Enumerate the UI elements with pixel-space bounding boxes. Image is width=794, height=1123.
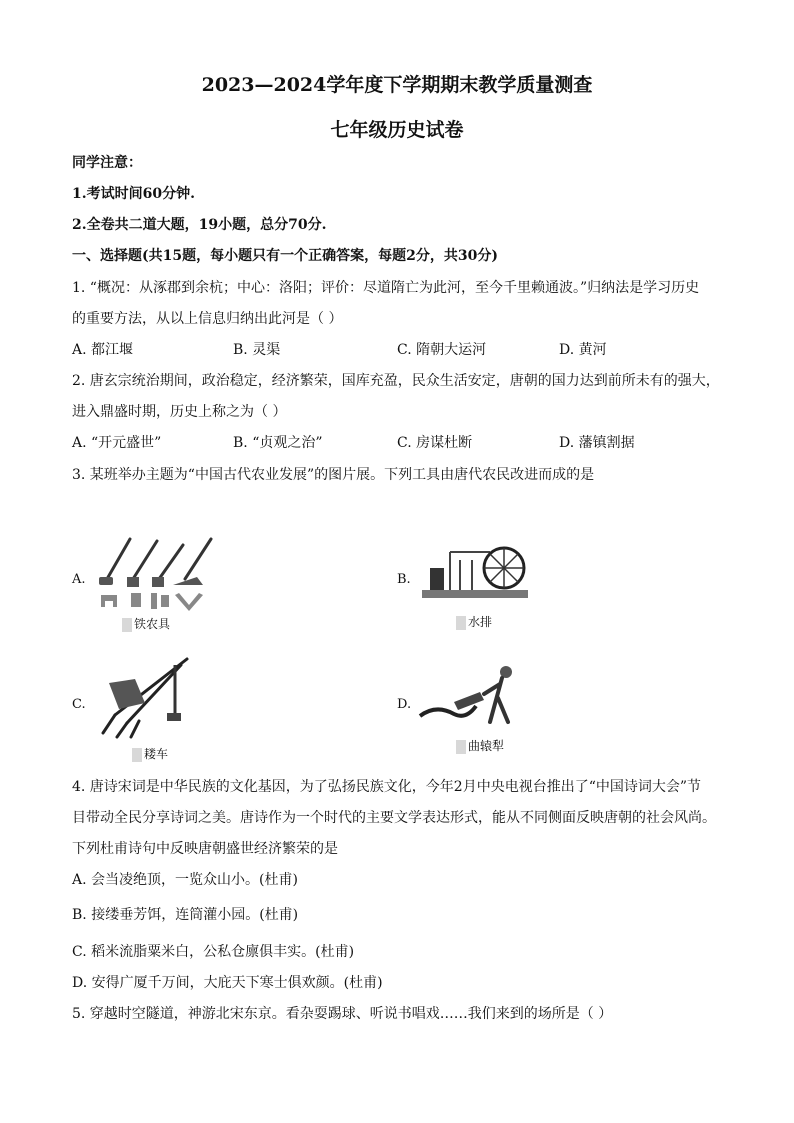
iron-tools-icon	[95, 535, 220, 615]
question-4-option-b[interactable]: B. 接缕垂芳饵，连筒灌小园。(杜甫)	[72, 907, 299, 923]
caption-text: 耧车	[144, 747, 169, 761]
question-2-option-c[interactable]: C. 房谋杜断	[397, 435, 473, 451]
question-3-option-d[interactable]: D.	[397, 697, 412, 712]
question-5-line: 5. 穿越时空隧道，神游北宋东京。看杂耍踢球、听说书唱戏……我们来到的场所是（ ）	[72, 1006, 613, 1022]
caption-marker-icon	[122, 618, 132, 632]
question-3-option-b[interactable]: B.	[397, 572, 411, 587]
caption-marker-icon	[132, 748, 142, 762]
caption-text: 铁农具	[134, 617, 171, 631]
question-3-caption-c	[132, 745, 168, 762]
exam-subtitle: 七年级历史试卷	[330, 119, 464, 141]
notice-item: 2.全卷共二道大题，19小题，总分70分.	[72, 217, 327, 233]
question-4-option-d[interactable]: D. 安得广厦千万间，大庇天下寒士俱欢颜。(杜甫)	[72, 975, 383, 991]
question-4-line: 4. 唐诗宋词是中华民族的文化基因，为了弘扬民族文化，今年2月中央电视台推出了“中国诗词大会”节	[72, 779, 702, 795]
question-1-line: 的重要方法，从以上信息归纳出此河是（ ）	[72, 311, 343, 327]
question-2-option-a[interactable]: A. “开元盛世”	[72, 435, 162, 451]
notice-item: 1.考试时间60分钟.	[72, 186, 195, 202]
question-1-option-b[interactable]: B. 灵渠	[233, 342, 281, 358]
question-3-line: 3. 某班举办主题为“中国古代农业发展”的图片展。下列工具由唐代农民改进而成的是	[72, 467, 595, 483]
question-4-line: 下列杜甫诗句中反映唐朝盛世经济繁荣的是	[72, 841, 338, 857]
question-1-option-a[interactable]: A. 都江堰	[72, 342, 134, 358]
question-1-line: 1. “概况：从涿郡到余杭；中心：洛阳；评价：尽道隋亡为此河，至今千里赖通波。”归纳法是学习历史	[72, 280, 700, 296]
caption-text: 水排	[468, 615, 493, 629]
question-2-option-b[interactable]: B. “贞观之治”	[233, 435, 323, 451]
question-4-option-a[interactable]: A. 会当凌绝顶，一览众山小。(杜甫)	[72, 872, 298, 888]
question-4-option-c[interactable]: C. 稻米流脂粟米白，公私仓廪俱丰实。(杜甫)	[72, 944, 355, 960]
question-1-option-d[interactable]: D. 黄河	[559, 342, 607, 358]
section-heading: 一、选择题(共15题，每小题只有一个正确答案，每题2分，共30分)	[72, 248, 498, 264]
question-3-caption-b	[456, 613, 492, 630]
question-4-line: 目带动全民分享诗词之美。唐诗作为一个时代的主要文学表达形式，能从不同侧面反映唐朝的社会风尚。	[72, 810, 716, 826]
notice-heading: 同学注意：	[72, 155, 142, 171]
question-3-option-c[interactable]: C.	[72, 697, 86, 712]
question-2-line: 2. 唐玄宗统治期间，政治稳定，经济繁荣，国库充盈，民众生活安定，唐朝的国力达到前所未有的强大，	[72, 373, 720, 389]
question-2-option-d[interactable]: D. 藩镇割据	[559, 435, 635, 451]
caption-text: 曲辕犁	[468, 739, 505, 753]
question-3-caption-d	[456, 737, 504, 754]
seed-drill-icon	[95, 655, 195, 740]
caption-marker-icon	[456, 616, 466, 630]
question-3-caption-a	[122, 615, 170, 632]
exam-title: 2023—2024学年度下学期期末教学质量测查	[201, 74, 593, 96]
question-2-line: 进入鼎盛时期，历史上称之为（ ）	[72, 404, 287, 420]
question-1-option-c[interactable]: C. 隋朝大运河	[397, 342, 487, 358]
curved-plow-icon	[418, 662, 523, 727]
water-bellows-icon	[420, 540, 530, 602]
caption-marker-icon	[456, 740, 466, 754]
question-3-option-a[interactable]: A.	[72, 572, 86, 587]
